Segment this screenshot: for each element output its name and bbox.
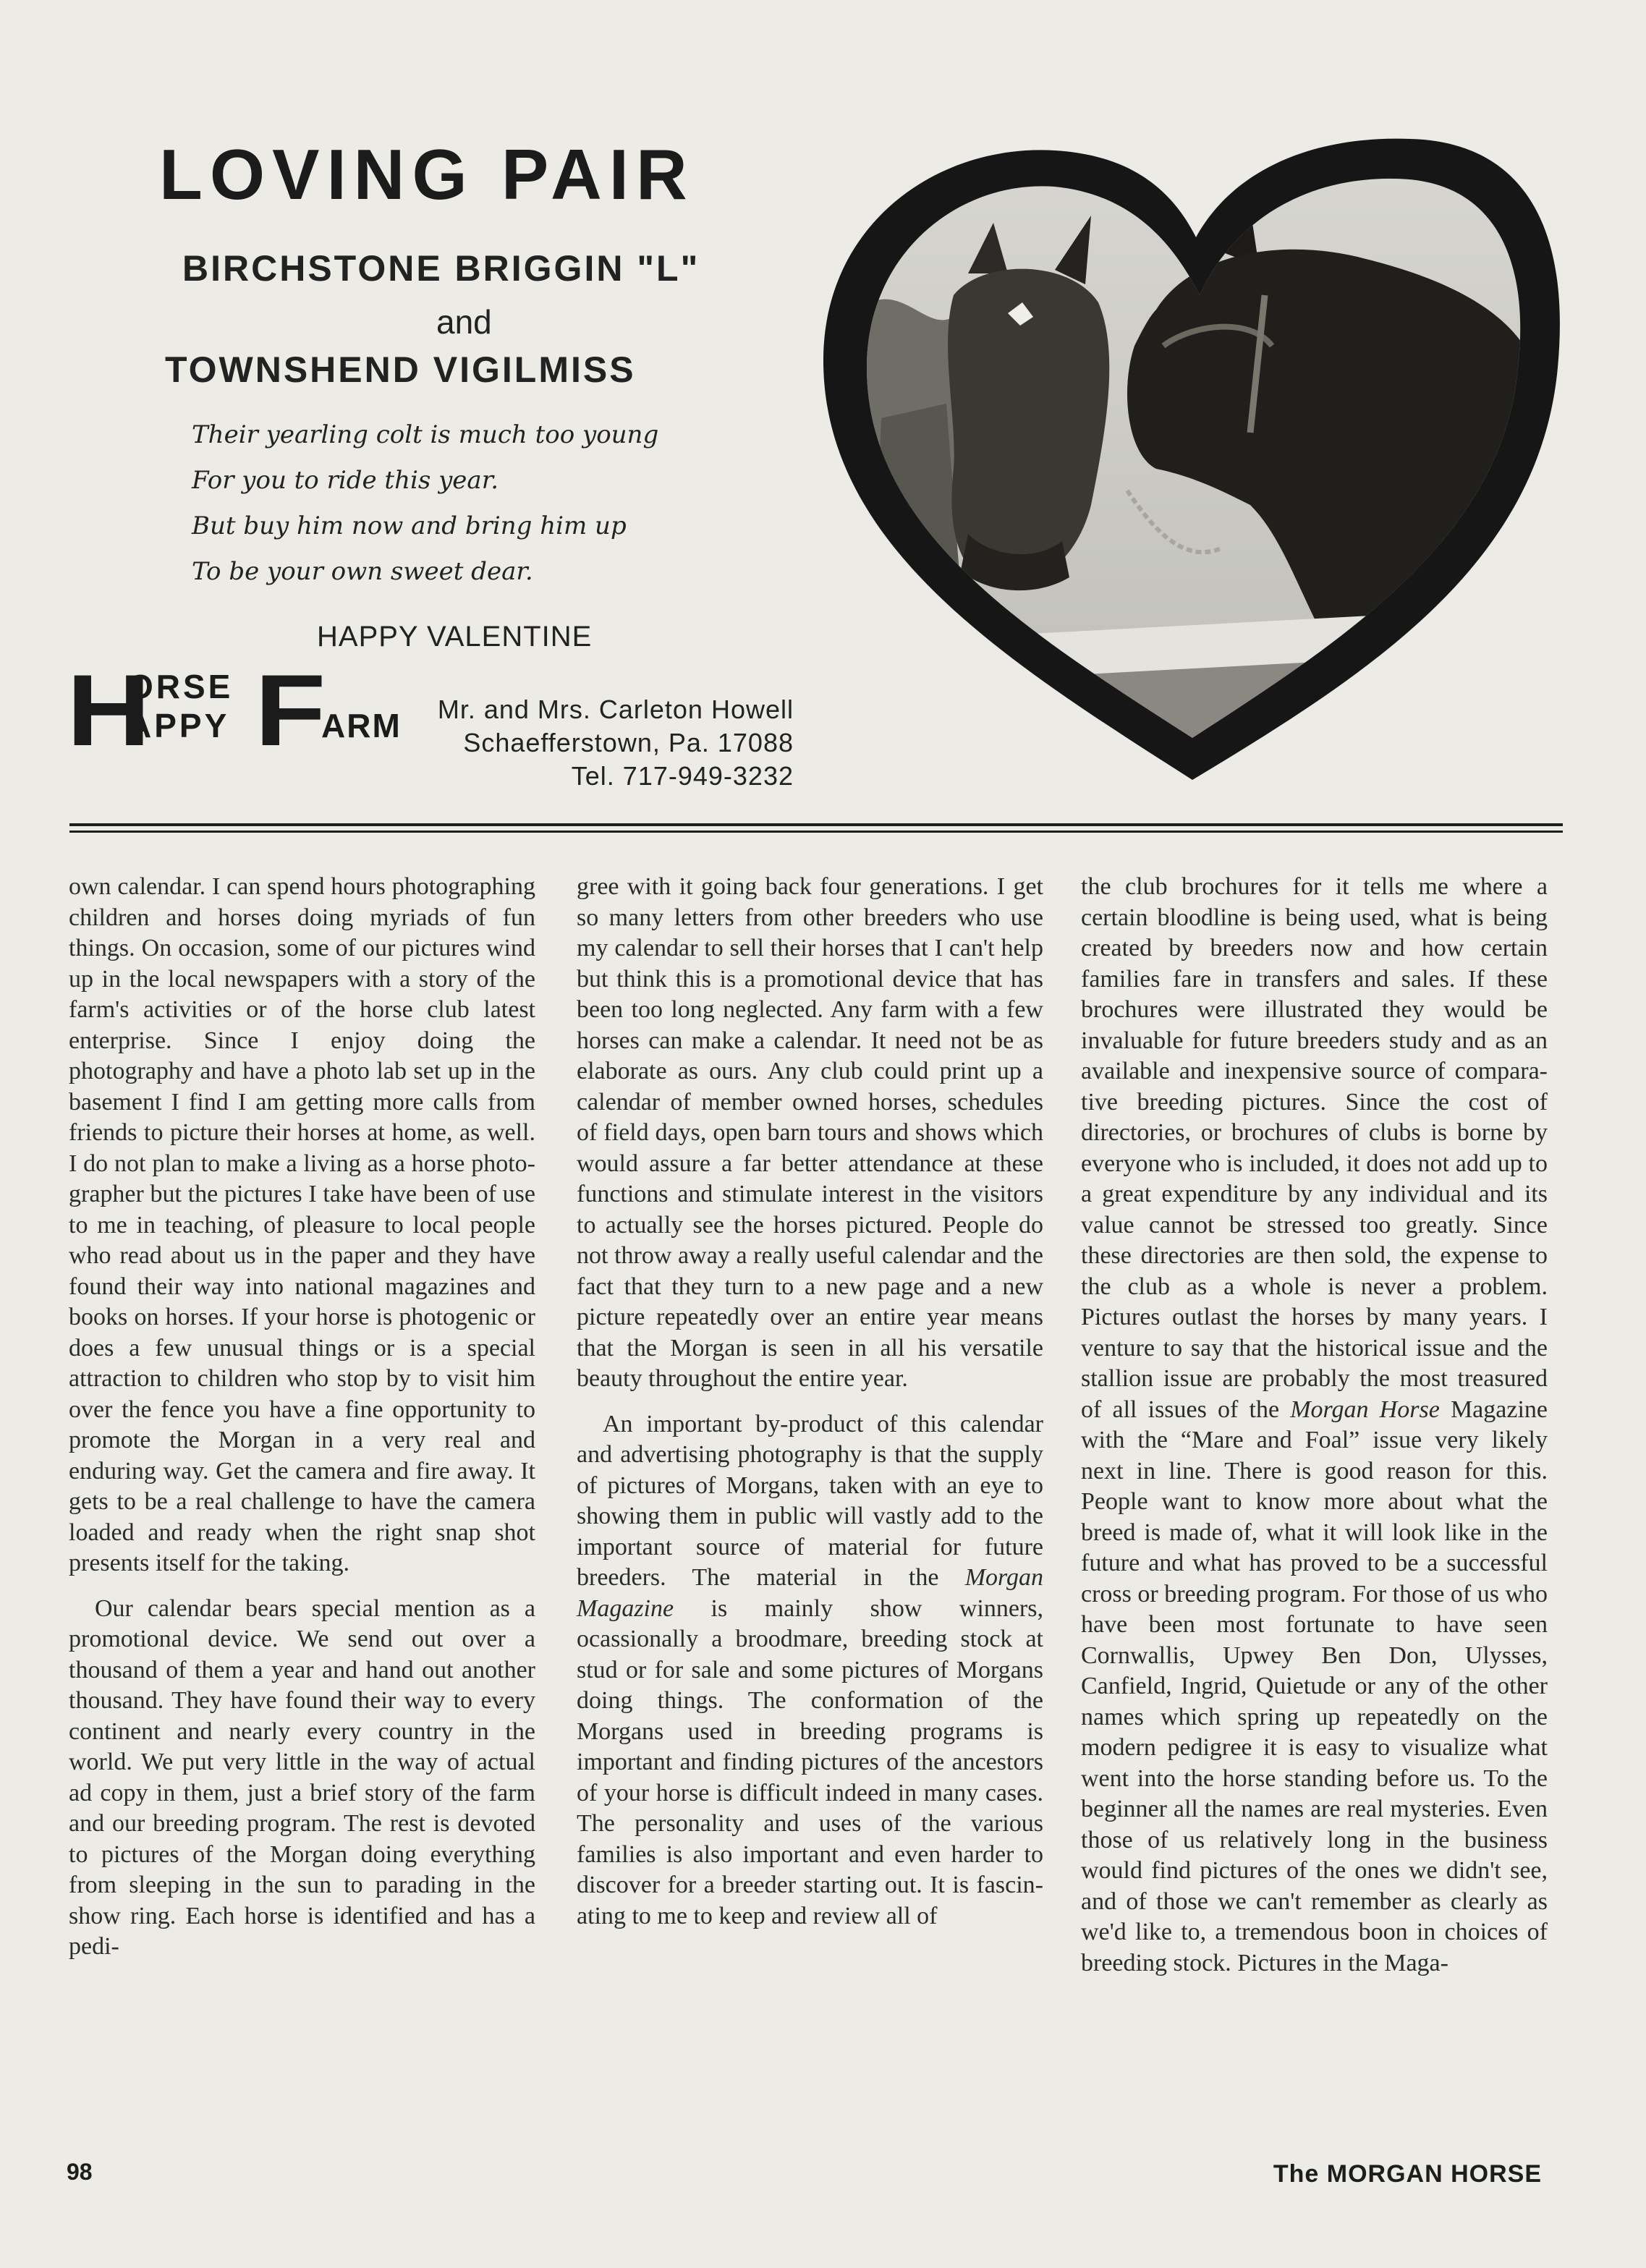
ad-contact [438, 693, 794, 793]
paragraph-text: Magazine with the “Mare and Foal” issue very likely next in line. There is good reason for this. People want to know more about what the breed is made of, what it will look like in the future and what has proved to be a successful cross or breeding program. For those of us who have been most fortunate to have seen Cornwallis, Upwey Ben Don, Ulysses, Canfield, Ingrid, Quietude or any of the other names which spring up repeatedly on the modern pedigree it is easy to visualize what went into the horse standing before us. To the beginner all the names are real mysteries. Even those of us relatively long in the business would find pictures of the ones we didn't see, and of those we can't remember as clearly as we'd like to, a tremendous boon in choices of breeding stock. Pictures in the Maga- [1081, 1396, 1548, 1976]
ad-title: LOVING PAIR [159, 135, 695, 214]
article-paragraph [1081, 872, 1548, 1979]
article-paragraph: gree with it going back four generations. I get so many letters from other breeders who use my calendar to sell their horses that I can't help but think this is a promotional device that has been too long neglected. Any farm with a few horses can make a calendar. It need not be as elaborate as ours. Any club could print up a calendar of member owned horses, schedules of field days, open barn tours and shows which would assure a far better attendance at these functions and stimulate interest in the visitors to actually see the horses pictured. People do not throw away a really useful calendar and the fact that they turn to a new page and a new picture repeatedly over an entire year means that the Morgan is seen in all his versatile beauty throughout the entire year. [577, 873, 1043, 1392]
contact-address: Schaefferstown, Pa. 17088 [463, 728, 794, 757]
logo-letter-f: F [255, 653, 326, 767]
article-paragraph: Our calendar bears special mention as a promotional device. We send out over a thousand of them a year and hand out another thousand. They have found their way to every continent and nearly every country in the world. We put very little in the way of actual ad copy in them, just a brief story of the farm and our breeding program. The rest is devoted to pictures of the Morgan doing everything from sleeping in the sun to parading in the show ring. Each horse is identified and has a pedi- [69, 1594, 535, 1960]
valentine-advertisement [0, 0, 1646, 817]
magazine-title: Morgan Horse [1290, 1396, 1440, 1423]
ad-poem [192, 412, 658, 595]
article-column-1 [69, 872, 535, 1963]
divider-rule [69, 823, 1563, 826]
heart-framed-horse-photo [816, 129, 1569, 787]
page-number: 98 [67, 2159, 93, 2185]
magazine-title: Morgan Magazine [577, 1564, 1043, 1622]
ad-divider [69, 823, 1563, 833]
contact-phone: Tel. 717-949-3232 [571, 761, 794, 791]
horse-name-1: BIRCHSTONE BRIGGIN "L" [182, 248, 700, 289]
logo-word-arm: ARM [321, 707, 402, 744]
divider-rule [69, 831, 1563, 833]
poem-line: But buy him now and bring him up [192, 511, 627, 540]
paragraph-text: is mainly show winners, ocassionally a broodmare, breeding stock at stud or for sale and some pictures of Morgans doing things. The conformation of the Morgans used in breeding programs is important and finding pictures of the ancestors of your horse is difficult indeed in many cases. The personality and uses of the various families is also important and even harder to discover for a breeder starting out. It is fascinating to me to keep and review all of [577, 1594, 1043, 1929]
article-paragraph: own calendar. I can spend hours photographing children and horses doing myriads of fun things. On occasion, some of our pictures wind up in the local newspapers with a story of the farm's activities or of the horse club latest enterprise. Since I enjoy doing the photography and have a photo lab set up in the basement I find I am getting more calls from friends to picture their horses at home, as well. I do not plan to make a living as a horse photographer but the pictures I take have been of use to me in teaching, of pleasure to local people who read about us in the paper and they have found their way into national magazines and books on horses. If your horse is photogenic or does a few unusual things or is a special attraction to children who stop by to visit him over the fence you have a fine opportunity to promote the Morgan in a very real and enduring way. Get the camera and fire away. It gets to be a real challenge to have the camera loaded and ready when the right snap shot presents itself for the taking. [69, 873, 535, 1576]
valentine-greeting: HAPPY VALENTINE [317, 621, 593, 653]
magazine-name: The MORGAN HORSE [1273, 2160, 1542, 2188]
logo-word-orse: ORSE [127, 668, 234, 705]
paragraph-text: the club brochures for it tells me where a certain bloodline is being used, what is being created by breeders now and how certain families fare in transfers and sales. If these brochures were illustrated they would be invaluable for future breeders study and as an available and inexpensive source of comparative breeding pictures. Since the cost of directories, or brochures of clubs is borne by everyone who is included, it does not add up to a great expenditure by any individual and its value cannot be stressed too greatly. Since these directories are then sold, the expense to the club as a whole is never a problem. Pictures outlast the horses by many years. I venture to say that the historical issue and the stallion issue are probably the most treasured of all issues of the [1081, 873, 1548, 1423]
poem-line: Their yearling colt is much too young [192, 420, 659, 449]
poem-line: To be your own sweet dear. [192, 557, 533, 586]
logo-letter-h: H [67, 653, 151, 767]
horse-happy-farm-logo [61, 653, 402, 767]
poem-line: For you to ride this year. [192, 466, 499, 495]
logo-word-appy: APPY [127, 707, 230, 744]
article-paragraph [577, 1409, 1043, 1932]
article-column-3 [1081, 872, 1548, 1979]
ad-and: and [436, 303, 492, 341]
article-column-2 [577, 872, 1043, 1932]
horse-name-2: TOWNSHEND VIGILMISS [165, 349, 636, 390]
paragraph-text: An important by-product of this calendar and advertising photography is that the supply of pictures of Morgans, taken with an eye to showing them in public will vastly add to the important source of material for future breeders. The material in the [577, 1410, 1043, 1591]
contact-name: Mr. and Mrs. Carleton Howell [437, 695, 794, 724]
